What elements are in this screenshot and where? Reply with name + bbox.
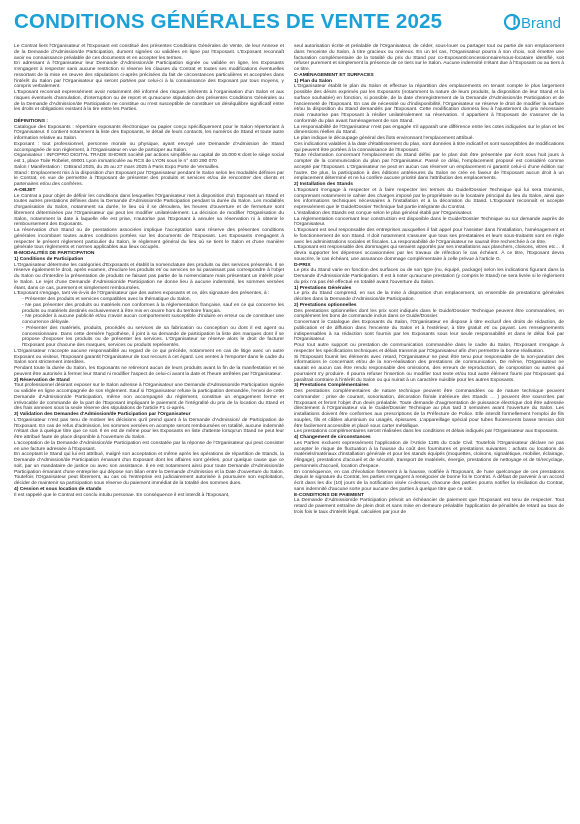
subsection-heading: 3) Validation des Demandes d'Admission/de Participation par l'Organisateur: [14, 412, 191, 417]
section-paragraph: En acceptant le Stand qui lui est attribué, malgré son acceptation et même après les opérations de répartition de Stands, la Demande d'Admission/de Participation émanant d'un Exposant dont les affaires sont gérées, pour quelque cause que ce soit, par un mandataire de justice ou avec son assistance. Il en est notamment ainsi pour toute Demande d'Admission/de Participation émanant d'une entreprise qui dépose son bilan entre la Demande d'Admission et la Date d'ouverture du Salon. Toutefois l'Organisateur peut librement, au cas où l'entreprise est judiciairement autorisée à poursuivre son exploitation, décider de maintenir sa participation sous réserve du paiement immédiat de la totalité des sommes dues.: [14, 452, 284, 486]
section-paragraph: L'Organisateur détermine les catégories d'Exposants et établit la nomenclature des produits ou des services présentés. Il se réserve également le droit, après examen, d'exclure les produits et/ ou services ne lui paraissant pas correspondre à l'objet du Salon ou d'interdire la présentation de produits ne faisant pas partie de la nomenclature mais présentant un intérêt pour le Salon. Le rejet d'une Demande d'Admission/de Participation ne donne lieu à aucune indemnité, les sommes versées étant, dans ce cas, purement et simplement remboursées.: [14, 262, 284, 291]
subsection-heading: 1) Conditions de Participation: [14, 256, 84, 262]
section-paragraph: L'installation des Stands est conçue selon le plan général établi par l'Organisateur.: [294, 210, 473, 216]
section-paragraph: Si l'Exposant fournit les éléments avec retard, l'Organisateur ne peut être tenu pour responsable de la non-parution des informations le concernant et/ou de la non-réalisation des prestations de communication. De même, l'Organisateur ne saurait en aucun cas être rendu responsable des omissions, des erreurs de reproduction, de composition ou autres qui pourraient s'y produire. Il pourra refuser l'insertion ou modifier tout texte et/ou tout autre élément fourni par l'Exposant qui paraîtrait contraire à l'intérêt du Salon ou qui nuirait à un caractère nuisible pour les autres Exposants.: [294, 354, 564, 383]
bullet-item: - Ne pas présenter des produits ou matériels non conformes à la réglementation française, sauf en ce qui concerne les produits ou matériels destinés exclusivement à être mis en œuvre hors du territoire français.: [22, 302, 284, 314]
section-paragraph: Toute réclamation concernant l'emplacement du Stand défini par le plan doit être présentée par écrit sous huit jours à compter de la communication du plan par l'Organisateur. Passé ce délai, l'emplacement proposé est considéré comme accepté par l'Exposant. L'Organisateur ne peut en aucun cas réserver un emplacement ni garantir celui-ci d'une édition sur l'autre. De plus, la participation à des éditions antérieures du Salon ne crée en faveur de l'Exposant aucun droit à un emplacement déterminé et ne lui confère aucune priorité dans l'attribution des emplacements.: [294, 153, 564, 182]
section-heading-a: A-OBJET: [14, 187, 36, 193]
header: [14, 8, 566, 42]
intro-paragraph: Le Contrat lient l'Organisateur et l'Exposant est constitué des présentes Conditions Générales de Vente, de leur Annexe et de la Demande d'Admission/de Participation, dument signées ou validées en ligne par l'Exposant. L'Exposant reconnaît avoir eu connaissance préalable de ces documents et en accepter les termes.: [14, 44, 284, 61]
subsection-heading: 2) Installation des Stands: [294, 182, 353, 187]
left-column: [14, 44, 284, 516]
section-paragraph: Le prix du Stand varie en fonction des surfaces ou de son type (nu, équipé, package) selon les indications figurant dans la Demande d'Admission/de Participation. Il est à noter qu'aucune prestation (y compris le Stand) ne sera livrée si le règlement du prix n'a pas été effectué en totalité avant l'ouverture du Salon.: [294, 268, 564, 285]
definition-item: Stand : Emplacement mis à la disposition d'un Exposant par l'Organisateur pendant le Salon selon les modalités définies par le Contrat, en vue de permettre à l'Exposant de présenter des produits et services et/ou de rencontrer des clients et partenaires et/ou des confrères.: [14, 170, 284, 187]
definition-item: Catalogue des Exposants : répertoire exposants électronique ou papier conçu spécifiquement pour le Salon répertoriant à l'Organisateur. Il contient notamment la liste des Exposants, le détail de leurs contacts, les numéros de Stand et toute autre information relative au Salon.: [14, 124, 284, 141]
subsection-heading: 3) Prestations Complémentaires: [294, 383, 369, 389]
subsection-heading: 1) Prestations Générales: [294, 285, 352, 291]
section-paragraph: L'Exposant s'engage, tant vis-à-vis de l'Organisateur que des autres exposants et ce, dès signature des présentes, à :: [14, 291, 270, 297]
section-paragraph: Les Parties excluent expressément l'application de l'Article 1195 du Code Civil. Toutefois l'Organisateur déclare ne pas accepter le risque de fluctuation à la hausse du coût des fournitures et prestations suivantes : achats ou locations de matériels/matériaux d'installation générale et pour les stands équipés (moquettes, cloisons, signalétique, mobilier, éclairage, élingage), prestations d'accueil et de sécurité, transport de matériels, énergie, prestations de nettoyage et de tri/recyclage, personnels d'accueil, location d'espace.: [294, 440, 564, 469]
section-paragraph: La réservation d'un Stand ou de prestations associées implique l'acceptation sans réserve des présentes conditions générales incombant toutes autres conditions portées sur les documents de l'Exposant. Les Exposants s'engagent à respecter le présent règlement particulier du Salon, le règlement général du lieu où se tient le Salon et d'une manière générale tous règlements et normes applicables aux lieux occupés.: [14, 228, 284, 251]
bullet-item: - Ne procéder à aucune publicité et/ou n'avoir aucun comportement susceptible d'induire en erreur ou de constituer une concurrence déloyale.: [22, 314, 284, 325]
section-paragraph: Les prestations complémentaires seront réalisées dans les conditions et délais indiqués par l'Organisateur aux Exposants.: [294, 429, 559, 435]
bullet-item: - Présenter des matériels, produits, procédés ou services de sa fabrication ou conception ou dont il est agent ou concessionnaire. Dans cette dernière hypothèse, il joint à sa demande de participation la liste des marques dont il se propose d'exposer les produits ou de présenter les services. L'Organisateur se réserve alors le droit de facturer l'Exposant pour chacune des marques, services ou produits représentés.: [22, 325, 284, 348]
section-heading-e: E-CONDITIONS DE PAIEMENT: [294, 492, 365, 498]
section-paragraph: Pour tout autre support ou prestation de communication commandée dans le cadre du Salon, l'Exposant s'engage à respecter les spécifications techniques et délais transmis par l'Organisateur afin d'en permettre la bonne réalisation.: [294, 343, 564, 354]
subsection-heading: 4) Cession et sous location de stands: [14, 486, 102, 492]
section-paragraph: seul autorisation écrite et préalable de l'Organisateur, de céder, sous-louer ou partager tout ou partie de son emplacement dans l'enceinte du Salon, à titre gracieux ou onéreux. En un tel cas, l'Organisateur pourra à son choix, soit émettre une facturation complémentaire de la totalité du prix du Stand par co-Exposant/concessionnaire/sous-locataire identifié, soit refuser purement et simplement la présence de ce tiers sur le Salon. Aucune indemnité n'étant due à l'Exposant ou au tiers à ce titre.: [294, 44, 564, 72]
brand-logo: [504, 8, 566, 34]
section-paragraph: L'Exposant est responsable des dommages qui seraient apportés par ses installations aux planchers, cloisons, vitres etc… Il devra supporter les dépenses occasionnées par les travaux de réfection le cas échéant. À ce titre, l'Exposant devra souscrire, le cas échéant, une assurance dommage complémentaire à celle prévue à l'article G.: [294, 245, 564, 262]
section-paragraph: La responsabilité de l'Organisateur n'est pas engagée s'il apparaît une différence entre les cotes indiquées sur le plan et les dimensions réelles du Stand.: [294, 124, 564, 136]
section-heading-c: C-AMÉNAGEMENT ET SURFACES: [294, 72, 374, 78]
section-paragraph: La Demande d'Admission/de Participation prévoit un échéancier de paiement que l'Exposant est tenu de respecter. Tout retard de paiement entraîne de plein droit et sans mise en demeure préalable l'application de pénalités de retard au taux de trois fois le taux d'intérêt légal, calculées par jour de: [294, 498, 564, 515]
section-paragraph: Le plan indique le découpage général des îlots environnant l'emplacement attribué.: [294, 136, 474, 141]
definition-item: Salon / Manifestation : CIBrand 2025, du 25 au 27 mars 2025 à Paris Expo Porte de Versailles.: [14, 164, 220, 170]
section-paragraph: Ces indications valables à la date d'établissement du plan, sont données à titre indicatif et sont susceptibles de modifications qui peuvent être portées à la connaissance de l'Exposant.: [294, 141, 564, 153]
section-paragraph: La réglementation concernant leur construction est disponible dans le Guide/Dossier Technique ou sur demande auprès de l'Organisateur.: [294, 216, 564, 228]
brand-logo-word: Brand: [521, 15, 562, 32]
section-paragraph: Pendant toute la durée du Salon, les Exposants ne retireront aucun de leurs produits avant la fin de la manifestation et ne peuvent être autorisés à fermer leur Stand ni modifier l'aspect de celui-ci avant la date et l'heure arrêtées par l'Organisateur.: [14, 366, 284, 377]
section-paragraph: Des prestations complémentaires de nature technique peuvent être commandées ou de nature technique peuvent commander : prise de courant, sonorisation, décoration florale intérieure des Stands … ) peuvent être souscrites par l'Exposant et feront l'objet d'un devis préalable. Toute demande d'augmentation de puissance électrique doit être adressée directement à l'Organisateur via le Guide/Dossier Technique au plus tard 3 semaines avant l'ouverture du Salon. Les installations doivent être conformes aux prescriptions de la Préfecture de Police. Elle interdit formellement l'emploi de fils souples, fils et câbles aluminium ou usagés, épissures. L'appareillage spécial pour tubes fluorescents basse tension doit être facilement accessible et placé sous carter métallique.: [294, 389, 564, 429]
section-paragraph: L'Organisateur établit le plan du Salon et effectue la répartition des emplacements en tenant compte le plus largement possible des désirs exprimés par les Exposants (notamment la nature de leurs produits, la disposition de leur Stand et la surface souhaitée) en fonction, si possible, de la date d'enregistrement de la Demande d'Admission/de Participation et de l'ancienneté de l'Exposant. En cas de nécessité ou d'indisponibilité, l'Organisateur se réserve le droit de modifier la surface et/ou la disposition du Stand demandés par l'Exposant. Cette modification donnera lieu à l'ajustement du prix nécessaire mais n'autorise pas l'Exposant à résilier unilatéralement sa réservation. Il appartient à l'Exposant de s'assurer de la conformité du plan avant l'aménagement de son Stand.: [294, 84, 564, 124]
definition-item: Exposant : tout professionnel, personne morale ou physique, ayant envoyé une Demande d'Admission de Stand accompagnée de son règlement, à l'Organisateur en vue de participer au Salon.: [14, 141, 284, 153]
section-paragraph: Des prestations optionnelles dont les prix sont indiqués dans le Guide/Dossier Technique peuvent être commandées, en complément les bons de commande inclus dans ce Guide/Dossier.: [294, 308, 564, 320]
section-heading-d: D-PRIX: [294, 262, 311, 268]
section-paragraph: L'Organisateur n'est pas tenu de motiver les décisions qu'il prend quant à la Demande d'Admission/ de Participation de l'Exposant. En cas de refus d'admission, les sommes versées en acompte seront remboursées en totalité, aucune indemnité n'étant due à quelque titre que ce soit. Il en est de même pour les Exposants en liste d'attente lorsqu'un Stand ne peut leur être attribué faute de place disponible à l'ouverture du Salon.: [14, 417, 284, 440]
subsection-heading: 2) Réservation de Stand: [14, 377, 70, 383]
intro-paragraph: En adressant à l'Organisateur leur Demande d'Admission/de Participation signée ou validée en ligne, les Exposants s'engagent à respecter sans aucune restriction ni réserve les clauses du Contrat et toutes ses modifications éventuelles ressortant de la mise en œuvre des stipulations ci-après précisées du fait de circonstances particulières et acceptées dans l'intérêt du Salon par l'Organisateur qui seront portées par celui-ci à la connaissance des Exposant par tous moyens, y compris verbalement.: [14, 61, 284, 90]
subsection-heading: 1) Plan du Salon: [294, 78, 333, 84]
section-paragraph: Le Contrat a pour objet de définir les conditions dans lesquelles l'Organisateur met à disposition d'un Exposant un Stand et toutes autres prestations définies dans la Demande d'Admission/de Participation pendant la durée du Salon. Les modalités d'organisation du Salon, notamment sa durée, le lieu où il se déroulera, les heures d'ouverture et de fermeture sont librement déterminées par l'Organisateur qui peut les modifier unilatéralement. La décision de modifier l'Organisation du Salon, notamment la date à laquelle elle est prise, n'autorise pas l'Exposant à annuler sa réservation ni à obtenir le remboursement des Exposants.: [14, 193, 284, 228]
right-column: [294, 44, 564, 516]
section-paragraph: Concernant le Catalogue des Exposants du Salon, l'Organisateur en dispose à titre exclusif des droits de rédaction, de publication et de diffusion dans l'enceinte du Salon et à l'extérieur, à titre gratuit et/ ou payant. Les renseignements indispensables à sa rédaction sont fournis par les Exposants sous leur seule responsabilité et dans le délai fixé par l'Organisateur.: [294, 320, 564, 343]
section-paragraph: Il est rappelé que le Contrat est conclu intuitu personae. En conséquence il est interdit à l'Exposant,: [14, 492, 230, 498]
section-paragraph: L'Exposant s'engage à respecter et à faire respecter les termes du Guide/Dossier Technique qui lui sera transmis, comprenant notamment le cahier des charges imposé par le propriétaire ou le locataire principal du lieu du Salon, ainsi que les informations techniques nécessaires à l'installation et à la décoration du Stand. L'Exposant reconnaît et accepte expressément que le Guide/Dossier Technique fait partie intégrante du Contrat.: [294, 187, 564, 210]
section-paragraph: L'acceptation de la Demande d'Admission/de Participation est constatée par la réponse de l'Organisateur qui peut consister en une facture adressée à l'Exposant.: [14, 440, 284, 452]
section-paragraph: L'Exposant est seul responsable des entreprises auxquelles il fait appel pour l'assister dans l'installation, l'aménagement et le fonctionnement de son Stand. Il doit notamment s'assurer que tous ses prestataires et leurs sous-traitants sont en règle avec les administrations sociales et fiscales. La responsabilité de l'Organisateur ne saurait être recherchée à ce titre.: [294, 228, 564, 245]
definitions-heading: DÉFINITIONS :: [14, 118, 48, 124]
terms-body: [14, 44, 566, 516]
bullet-item: - Présenter des produits et services compatibles avec la thématique du Salon,: [22, 297, 191, 302]
section-paragraph: Tout professionnel désirant exposer sur le Salon adresse à l'Organisateur une Demande d'Admission/de Participation signée ou validée en ligne accompagnée de son règlement. Sauf si l'Organisateur refuse la participation demandée, l'envoi de cette Demande d'Admission/de Participation, même non accompagné du règlement, constitue un engagement ferme et irrévocable de commande de la part de l'Exposant impliquant le paiement de l'intégralité du prix de la location du Stand et des frais annexes sous la seule réserve des stipulations de l'article F1 ci-après.: [14, 383, 284, 412]
intro-paragraph: L'Exposant reconnait expressément avoir notamment été informé des risques inhérents à l'organisation d'un Salon et aux risques éventuels d'annulation, d'interruption ou de report et qu'aucune stipulation des présentes Conditions Générales ou de la Demande d'Admission/de Participation ne constitue ou n'est susceptible de constituer un déséquilibre significatif entre les droits et obligations existant à la tire entre les Parties.: [14, 90, 284, 113]
page-title: CONDITIONS GÉNÉRALES DE VENTE 2025: [14, 10, 443, 33]
section-paragraph: En conséquence, en cas d'évolution fortement à la hausse, notifiée à l'Exposant, de l'une quelconque de ces prestations depuis le signature du Contrat, les parties s'engagent à renégocier de bonne foi le Contrat. À défaut de parvenir à un accord écrit dans les dix (10) jours de la notification visée ci-dessus, chacune des parties pourra notifier la résiliation du Contrat, sans indemnité d'aucune sorte pour aucune des parties à quelque titre que ce soit.: [294, 469, 564, 492]
brand-logo-mark: [504, 10, 566, 34]
section-heading-b: B-MODALITÉS DE PARTICIPATION: [14, 251, 95, 256]
section-paragraph: Le prix du Stand comprend, en sus de la mise à disposition d'un emplacement, un ensemble de prestations générales décrites dans la Demande d'Admission/de Participation.: [294, 291, 564, 302]
section-paragraph: L'Organisateur n'accepte aucune responsabilité au regard de ce qui précède, notamment en cas de litige avec un autre Exposant ou visiteur, l'Exposant garantit l'Organisateur de tout recours à cet égard. Les ventes à l'emporter dans le cadre du Salon sont strictement interdites.: [14, 348, 284, 366]
definition-item: Organisateur : INFOPRO DIGITAL TRADE SHOWS société par actions simplifiée au capital de 15.000 € dont le siège social est 1, place Toile Robelet, 69001 Lyon immatriculée au RCS de LYON sous le n° 440 290 070: [14, 153, 284, 164]
subsection-heading: 4) Changement de circonstances: [294, 435, 371, 440]
subsection-heading: 2) Prestations optionnelles: [294, 302, 357, 308]
